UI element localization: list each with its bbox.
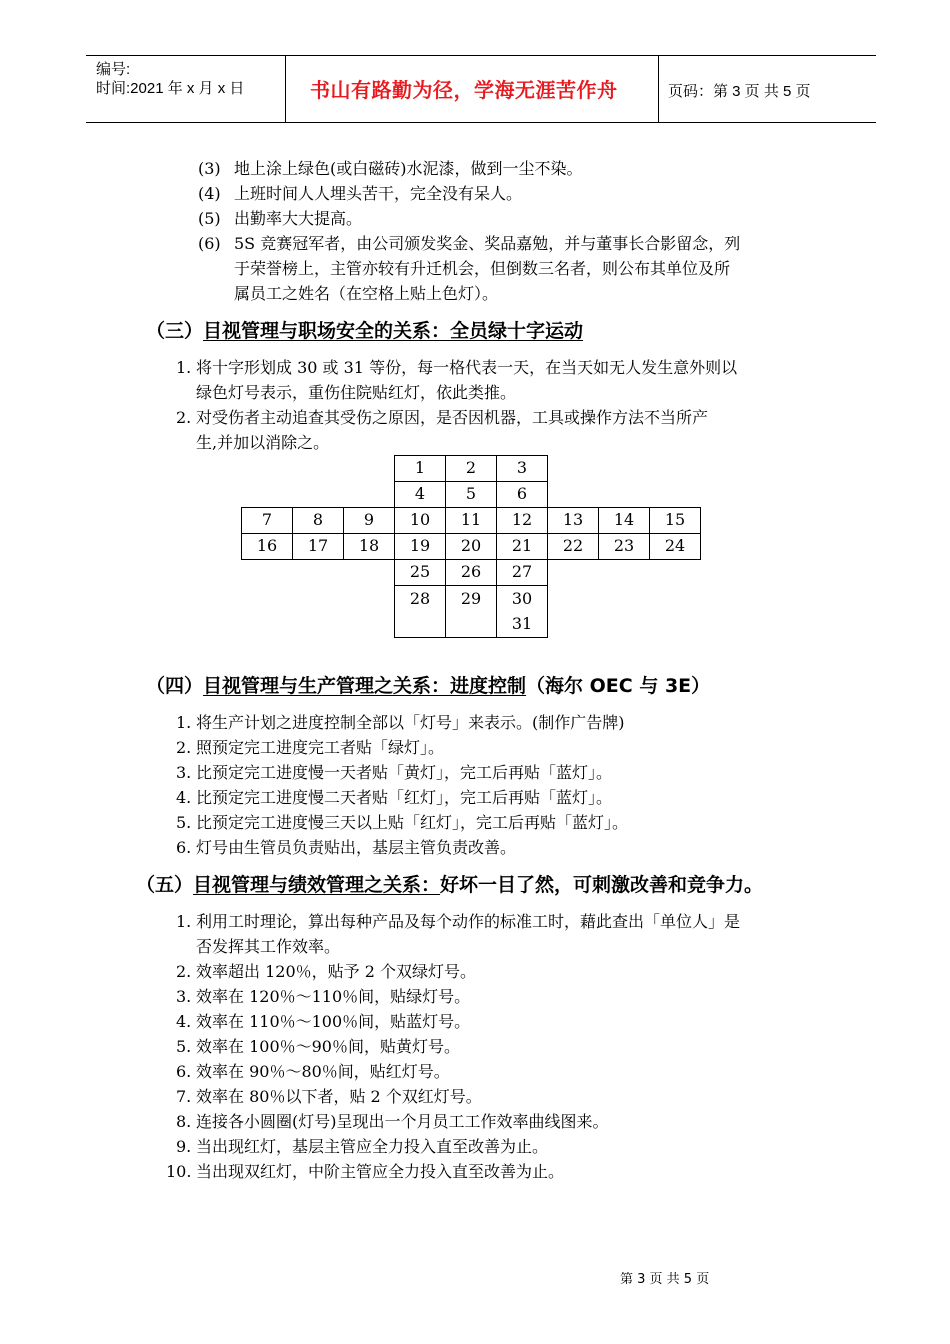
list-item-continuation: 否发挥其工作效率。 bbox=[196, 937, 341, 956]
header-divider-right bbox=[658, 56, 659, 122]
cross-table-cell: 8 bbox=[292, 507, 344, 534]
cross-table-cell: 14 bbox=[598, 507, 650, 534]
cross-table-cell: 27 bbox=[496, 559, 548, 586]
list-item-number: 5. bbox=[176, 813, 192, 832]
list-item: 比预定完工进度慢一天者贴「黄灯」，完工后再贴「蓝灯」。 bbox=[196, 763, 613, 782]
list-item-number: 1. bbox=[176, 713, 192, 732]
list-item: 当出现双红灯，中阶主管应全力投入直至改善为止。 bbox=[196, 1162, 565, 1181]
list-item: 利用工时理论，算出每种产品及每个动作的标准工时，藉此查出「单位人」是 bbox=[196, 912, 741, 931]
list-item-continuation: 属员工之姓名（在空格上贴上色灯）。 bbox=[234, 284, 499, 303]
list-item-number: 4. bbox=[176, 788, 192, 807]
section-5-suffix: 好坏一目了然，可刺激改善和竞争力。 bbox=[440, 874, 764, 896]
cross-table-cell: 4 bbox=[394, 481, 446, 508]
cross-table-cell: 15 bbox=[649, 507, 701, 534]
cross-table-cell: 12 bbox=[496, 507, 548, 534]
section-5-prefix: （五） bbox=[136, 874, 194, 896]
list-item-continuation: 生,并加以消除之。 bbox=[196, 433, 330, 452]
list-item-number: 4. bbox=[176, 1012, 192, 1031]
page-number-label: 页码：第 3 页 共 5 页 bbox=[668, 83, 811, 100]
list-item-number: 1. bbox=[176, 358, 192, 377]
cross-table-cell: 24 bbox=[649, 533, 701, 560]
list-item-number: (4) bbox=[198, 184, 221, 203]
list-item: 将生产计划之进度控制全部以「灯号」来表示。(制作广告牌) bbox=[196, 713, 625, 732]
list-item: 上班时间人人埋头苦干，完全没有呆人。 bbox=[234, 184, 523, 203]
section-4-heading bbox=[146, 674, 710, 698]
list-item: 将十字形划成 30 或 31 等份，每一格代表一天，在当天如无人发生意外则以 bbox=[196, 358, 738, 377]
cross-table-cell: 16 bbox=[241, 533, 293, 560]
list-item-continuation: 于荣誉榜上，主管亦较有升迁机会，但倒数三名者，则公布其单位及所 bbox=[234, 259, 731, 278]
cross-table-cell: 2 bbox=[445, 455, 497, 482]
cross-table-cell: 25 bbox=[394, 559, 446, 586]
list-item: 当出现红灯，基层主管应全力投入直至改善为止。 bbox=[196, 1137, 549, 1156]
cross-table-cell bbox=[496, 585, 548, 638]
list-item-number: 8. bbox=[176, 1112, 192, 1131]
list-item: 效率在 110％～100％间，贴蓝灯号。 bbox=[196, 1012, 471, 1031]
list-item-number: 10. bbox=[166, 1162, 192, 1181]
section-4-suffix: （海尔 OEC 与 3E） bbox=[526, 675, 711, 697]
cross-table-cell: 10 bbox=[394, 507, 446, 534]
document-number-label: 编号: bbox=[96, 61, 131, 78]
section-5-title: 目视管理与绩效管理之关系： bbox=[193, 874, 441, 896]
list-item: 效率在 100％～90％间，贴黄灯号。 bbox=[196, 1037, 460, 1056]
list-item-number: (6) bbox=[198, 234, 221, 253]
list-item: 效率超出 120％，贴予 2 个双绿灯号。 bbox=[196, 962, 476, 981]
cross-table-cell: 1 bbox=[394, 455, 446, 482]
list-item: 出勤率大大提高。 bbox=[234, 209, 363, 228]
cross-table-cell: 23 bbox=[598, 533, 650, 560]
list-item: 比预定完工进度慢二天者贴「红灯」，完工后再贴「蓝灯」。 bbox=[196, 788, 613, 807]
cross-table-cell: 21 bbox=[496, 533, 548, 560]
list-item: 对受伤者主动追查其受伤之原因，是否因机器，工具或操作方法不当所产 bbox=[196, 408, 709, 427]
list-item-number: (5) bbox=[198, 209, 221, 228]
list-item-number: 2. bbox=[176, 408, 192, 427]
cross-table-cell: 6 bbox=[496, 481, 548, 508]
cross-table-cell-value: 30 bbox=[511, 589, 533, 608]
page-footer: 第 3 页 共 5 页 bbox=[620, 1272, 710, 1287]
cross-table-cell: 20 bbox=[445, 533, 497, 560]
header-divider-left bbox=[285, 56, 286, 122]
list-item-number: 3. bbox=[176, 763, 192, 782]
document-date-label: 时间:2021 年 x 月 x 日 bbox=[96, 80, 245, 97]
cross-table-cell: 13 bbox=[547, 507, 599, 534]
list-item: 效率在 120％～110％间，贴绿灯号。 bbox=[196, 987, 471, 1006]
cross-table-cell: 26 bbox=[445, 559, 497, 586]
list-item: 照预定完工进度完工者贴「绿灯」。 bbox=[196, 738, 445, 757]
header-motto: 书山有路勤为径，学海无涯苦作舟 bbox=[310, 78, 618, 102]
list-item: 5S 竞赛冠军者，由公司颁发奖金、奖品嘉勉，并与董事长合影留念，列 bbox=[234, 234, 741, 253]
cross-table-cell: 17 bbox=[292, 533, 344, 560]
list-item-number: 2. bbox=[176, 738, 192, 757]
section-3-title: 目视管理与职场安全的关系：全员绿十字运动 bbox=[203, 320, 584, 342]
list-item-number: 1. bbox=[176, 912, 192, 931]
list-item: 比预定完工进度慢三天以上贴「红灯」，完工后再贴「蓝灯」。 bbox=[196, 813, 629, 832]
header-bottom-rule bbox=[86, 122, 876, 123]
list-item-number: 6. bbox=[176, 838, 192, 857]
list-item-number: 6. bbox=[176, 1062, 192, 1081]
section-3-heading bbox=[146, 319, 583, 343]
cross-table-cell: 18 bbox=[343, 533, 395, 560]
list-item: 地上涂上绿色(或白磁砖)水泥漆，做到一尘不染。 bbox=[234, 159, 583, 178]
list-item: 效率在 90％～80％间，贴红灯号。 bbox=[196, 1062, 450, 1081]
list-item: 灯号由生管员负责贴出，基层主管负责改善。 bbox=[196, 838, 517, 857]
cross-table-cell-value: 31 bbox=[511, 614, 533, 633]
cross-table-cell: 28 bbox=[394, 585, 446, 638]
cross-table-cell: 9 bbox=[343, 507, 395, 534]
list-item: 效率在 80％以下者，贴 2 个双红灯号。 bbox=[196, 1087, 482, 1106]
section-4-prefix: （四） bbox=[146, 675, 204, 697]
list-item-number: (3) bbox=[198, 159, 221, 178]
cross-table-cell: 19 bbox=[394, 533, 446, 560]
cross-table-cell: 5 bbox=[445, 481, 497, 508]
list-item-number: 2. bbox=[176, 962, 192, 981]
list-item-number: 9. bbox=[176, 1137, 192, 1156]
list-item-number: 7. bbox=[176, 1087, 192, 1106]
list-item-number: 5. bbox=[176, 1037, 192, 1056]
cross-table-cell: 29 bbox=[445, 585, 497, 638]
cross-table-cell: 11 bbox=[445, 507, 497, 534]
cross-table-cell: 22 bbox=[547, 533, 599, 560]
list-item: 连接各小圆圈(灯号)呈现出一个月员工工作效率曲线图来。 bbox=[196, 1112, 609, 1131]
cross-table-cell: 7 bbox=[241, 507, 293, 534]
section-5-heading bbox=[136, 873, 763, 897]
list-item-continuation: 绿色灯号表示，重伤住院贴红灯，依此类推。 bbox=[196, 383, 517, 402]
section-3-prefix: （三） bbox=[146, 320, 204, 342]
list-item-number: 3. bbox=[176, 987, 192, 1006]
cross-table-cell: 3 bbox=[496, 455, 548, 482]
header-top-rule bbox=[86, 55, 876, 56]
section-4-title: 目视管理与生产管理之关系：进度控制 bbox=[203, 675, 527, 697]
